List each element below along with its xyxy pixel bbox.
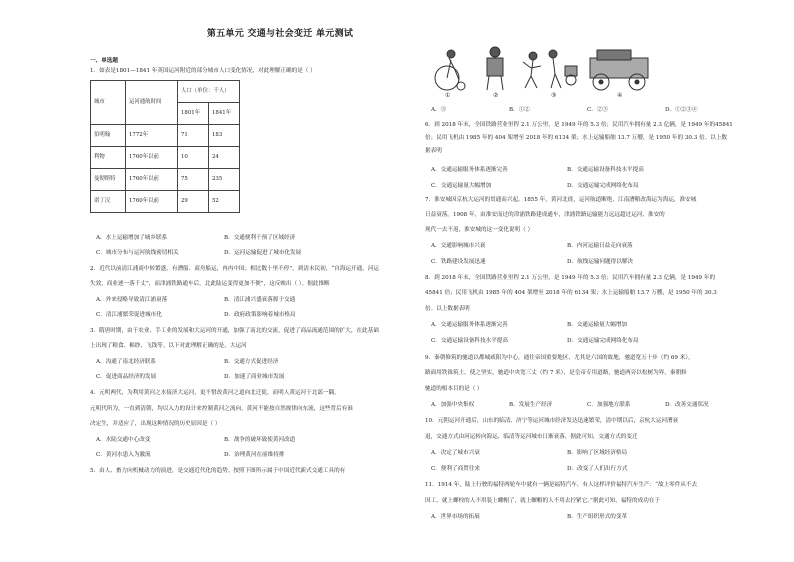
population-table (90, 80, 240, 213)
q1-option-a: A．水上运输增加了城乡联系 (96, 235, 168, 241)
q6-option-d: D．交通运输完成网络化布局 (567, 183, 639, 189)
table-cell: 利物 (91, 147, 126, 169)
q8-option-d: D．交通运输完成网络化布局 (567, 338, 639, 344)
table-header-time: 运河通航时间 (126, 81, 178, 125)
question-11-line2: 因工，就上螺栓的人不用装上螺帽了，就上螺帽的人不用去拧紧它。”据此可知，福特的成功在于 (425, 498, 660, 504)
table-cell: 52 (209, 191, 240, 213)
table-cell: 10 (178, 147, 209, 169)
q11-option-a: A．世界市场的拓展 (431, 514, 480, 520)
question-4-line3: 决定生，并适应了，出现这种情况的历史原因是（ ） (90, 421, 221, 427)
question-10-line1: 10．元朝运河开通后，山东的临清、济宁等运河城市经济发达迅速繁荣，清中期以后，京杭大运河漕衰 (425, 418, 679, 424)
question-2-line2: 失效，商业逐一落千丈”，而津浦铁路通车后，北此陆运变得更加不便”，这反映出（ ）。据此推断 (90, 281, 330, 287)
fig-label-2: ② (493, 92, 499, 98)
q5-option-a: A．③ (431, 107, 447, 113)
q2-option-b: B．清江浦兴盛衰落源于交通 (224, 297, 296, 303)
q1-option-b: B．交通便利干预了区域经济 (224, 235, 296, 241)
table-header-pop: 人口（单位：千人） (178, 81, 240, 103)
table-cell: 伯明翰 (91, 125, 126, 147)
table-cell: 诺丁汉 (91, 191, 126, 213)
question-7-line1: 7．淮安城因京杭大运河的贯通而兴起。1855 年，黄河北徙，运河航道断绝，江南漕粮改海运为海运，淮安城 (425, 197, 697, 203)
question-11-line1: 11．1914 年，陆上行驶的福特两轮车中就有一辆是福特汽车。有人这样评价福特汽车生产：“故上零件从不去 (425, 482, 698, 488)
q8-option-b: B．交通运输量大幅增加 (567, 322, 628, 328)
question-6-line3: 据表明 (425, 148, 442, 154)
q8-option-a: A．交通运输服务体系逐渐完善 (431, 322, 508, 328)
q11-option-b: B．生产组织形式的变革 (567, 514, 628, 520)
q2-option-d: D．政府政策影响着城市格局 (224, 312, 296, 318)
q10-option-b: B．影响了区域经济格局 (567, 450, 628, 456)
table-header-1841: 1841年 (209, 103, 240, 125)
question-6-line2: 倍；民用飞机由 1985 年的 404 架增至 2018 年的 6134 架；水上运输船舶 13.7 万艘，是 1950 年的 30.3 倍。以上数 (425, 135, 728, 141)
table-cell: 1760年以前 (126, 147, 178, 169)
q7-option-d: D．航线运输问题得以解决 (567, 259, 634, 265)
question-10-line2: 退，交通方式由河运转向海运，临清等运河城市日渐衰落，据此可知，交通方式的变迁 (425, 434, 638, 440)
question-9-line3: 驰道的根本目的是（ ） (425, 386, 483, 392)
question-6-line1: 6．到 2018 年末，全国铁路营业里程 2.1 万公里，是 1949 年的 5.3 倍；民用汽车拥有量 2.3 亿辆，是 1949 年的45841 (425, 122, 733, 128)
q7-option-c: C．铁路建设发展迅速 (431, 259, 486, 265)
question-4-line2: 元明代所为，一直到清朝，均以入力的设计来控制黄河之流向。黄河不能按自然规律向东流，这些背后有谁 (90, 406, 353, 412)
table-cell: 29 (178, 191, 209, 213)
q2-option-a: A．外来侵略导致清江浦衰落 (96, 297, 168, 303)
table-cell: 曼彻斯特 (91, 169, 126, 191)
section-heading: 一、单选题 (90, 58, 118, 64)
question-2-line1: 2．近代以前清江浦商中转繁盛，有漕船、商舟船运，冉冉中国；相比数十里不停”，到清末民初，“自海运开通，河运 (90, 266, 379, 272)
table-cell: 75 (178, 169, 209, 191)
question-5: 5．由人、畜力向机械动力的演进，是交通近代化的趋势。按照下图所示属于中国近代新式交通工具的有 (90, 468, 346, 474)
table-row (91, 169, 240, 191)
q10-option-a: A．决定了城市兴衰 (431, 450, 480, 456)
question-7-line2: 日益衰落。1908 年，由淮安而过的津浦铁路建成通车，津浦铁路运输能力远远超过运河，淮安的 (425, 212, 665, 218)
q7-option-a: A．交通影响城市兴衰 (431, 243, 486, 249)
q7-option-b: B．内河运输日益走向衰落 (567, 243, 633, 249)
question-1: 1．如表是1801—1841 年英国运河附近的部分城市人口变化情况，对此理解正确的是（ ） (90, 68, 316, 74)
q1-option-d: D．运河运输促进了城市化发展 (224, 250, 302, 256)
q9-option-d: D．改善交通状况 (665, 402, 709, 408)
q1-option-c: C．城市分布与运河航线密切相关 (96, 250, 179, 256)
q8-option-c: C．交通运输设备科技水平提高 (431, 338, 508, 344)
table-row (91, 147, 240, 169)
q6-option-c: C．交通运输量大幅增加 (431, 183, 492, 189)
automobile-figure (590, 50, 648, 90)
question-3-line2: 上出现了粮食、棉纱、飞钱等。以下对此理解正确的是，大运河 (90, 343, 247, 349)
table-cell: 183 (209, 125, 240, 147)
q3-option-c: C．促进商品经济的发展 (96, 374, 157, 380)
question-8-line2: 45841 倍；民用飞机由 1985 年的 404 架增至 2018 年的 6134 架；水上运输船舶 13.7 万艘，是 1950 年的 30.3 (425, 290, 717, 296)
q9-option-a: A．加强中央集权 (431, 402, 475, 408)
q5-option-c: C．②③ (587, 107, 609, 113)
q3-option-a: A．沟通了南北经济联系 (96, 359, 156, 365)
question-3-line1: 3．隋唐时期，由于农业、手工业的发展和大运河的开通，加强了南北的交流，促进了商品流通范围的扩大，在此基础 (90, 328, 379, 334)
q4-option-b: B．战争的破坏致使黄河改道 (224, 437, 296, 443)
transport-illustration (425, 40, 655, 98)
table-cell: 1772年 (126, 125, 178, 147)
q10-option-c: C．便利了商贸往来 (431, 466, 481, 472)
q6-option-b: B．交通运输设备科技水平提高 (567, 167, 644, 173)
table-header-1801: 1801年 (178, 103, 209, 125)
table-header-city: 城市 (91, 81, 126, 125)
q10-option-d: D．改变了人们出行方式 (567, 466, 628, 472)
fig-label-3: ③ (551, 92, 557, 98)
question-7-line3: 现代一去不返，淮安城的这一变化说明（ ） (425, 227, 534, 233)
table-cell: 24 (209, 147, 240, 169)
cart-figure (523, 50, 577, 88)
q4-option-a: A．水陆交通中心改变 (96, 437, 151, 443)
q2-option-c: C．清江浦繁荣促进城市化 (96, 312, 162, 318)
table-cell: 1760年以前 (126, 169, 178, 191)
q4-option-d: D．治理黄河在前维持排 (224, 452, 285, 458)
bicycle-figure (435, 50, 465, 90)
q9-option-c: C．加强地方联系 (587, 402, 631, 408)
fig-label-1: ① (445, 92, 451, 98)
table-row (91, 125, 240, 147)
q5-option-d: D．①②③④ (665, 107, 698, 113)
q4-option-c: C．黄河水患入为激流 (96, 452, 151, 458)
table-row (91, 191, 240, 213)
q6-option-a: A．交通运输服务体系逐渐完善 (431, 167, 508, 173)
table-cell: 235 (209, 169, 240, 191)
question-8-line1: 8．到 2018 年末，全国铁路营业里程 2.1 万公里，是 1949 年的 5.3 倍；民用汽车拥有量 2.3 亿辆，是 1949 年的 (425, 275, 716, 281)
fig-label-4: ④ (617, 92, 623, 98)
table-cell: 71 (178, 125, 209, 147)
question-4-line1: 4．元明两代，为利用黄河之水接济大运河，更不惜改黄河之道向北迁徙，而明人黄运河于北部一隅， (90, 390, 340, 396)
sedan-figure (487, 47, 503, 90)
question-9-line1: 9．秦朝修筑的驰道以都城咸阳为中心，通往帝国重要地区，尤其是六国的故地，驰道宽五十步（约 69 米）， (425, 355, 694, 361)
question-9-line2: 路面用铁锥筑土，使之坚实，驰道中央宽三丈（约 7 米），是皇帝专用道路，驰道两旁以松树为界，秦朝修 (425, 370, 687, 376)
table-cell: 1760年以前 (126, 191, 178, 213)
q9-option-b: B．发展生产经济 (509, 402, 553, 408)
q5-option-b: B．①② (509, 107, 530, 113)
question-8-line3: 倍。以上数据表明 (425, 306, 470, 312)
q3-option-b: B．交通方式促进经济 (224, 359, 279, 365)
q3-option-d: D．加速了商业城市发展 (224, 374, 285, 380)
page-title: 第五单元 交通与社会变迁 单元测试 (206, 29, 354, 39)
